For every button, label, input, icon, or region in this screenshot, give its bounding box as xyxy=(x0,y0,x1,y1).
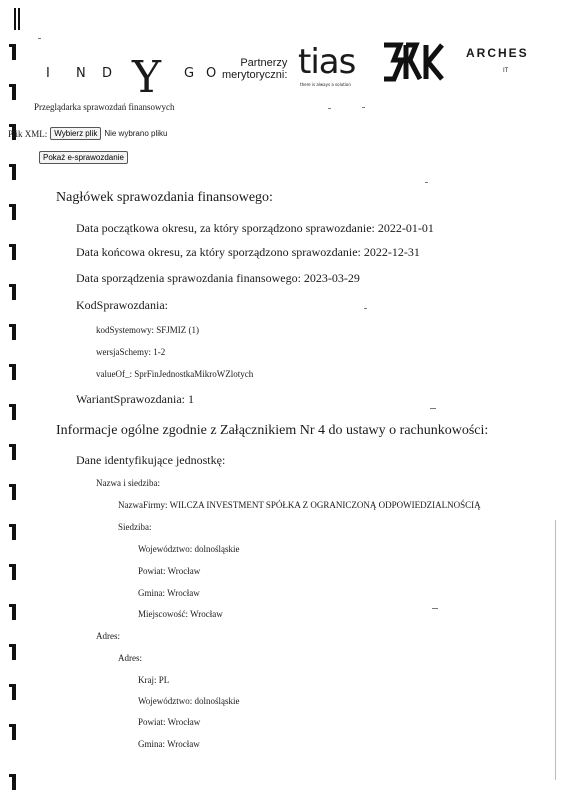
scan-mark xyxy=(12,564,16,580)
seat-wojewodztwo: Województwo: dolnośląskie xyxy=(138,544,240,554)
arches-logo: ARCHES xyxy=(466,46,529,60)
scan-mark xyxy=(12,604,16,620)
seat-powiat: Powiat: Wrocław xyxy=(138,566,201,576)
scan-mark xyxy=(12,774,16,790)
scan-mark xyxy=(12,524,16,540)
general-info-title: Informacje ogólne zgodnie z Załącznikiem Nr 4 do ustawy o rachunkowości: xyxy=(56,423,489,438)
scan-mark xyxy=(12,364,16,380)
scan-mark xyxy=(12,164,16,180)
seat-gmina: Gmina: Wrocław xyxy=(138,588,200,598)
brk-logo-mark xyxy=(382,42,444,82)
scan-mark xyxy=(12,644,16,660)
viewer-title: Przeglądarka sprawozdań finansowych xyxy=(34,102,175,112)
logo-letter: N xyxy=(76,66,86,81)
tias-logo: tias xyxy=(298,42,356,82)
logo-letter: Y xyxy=(132,52,162,103)
logo-letter: I xyxy=(46,66,50,81)
partners-label xyxy=(222,57,287,81)
address-inner-label: Adres: xyxy=(118,653,142,663)
scan-mark xyxy=(12,404,16,420)
company-name: NazwaFirmy: WILCZA INVESTMENT SPÓŁKA Z OGRANICZONĄ ODPOWIEDZIALNOŚCIĄ xyxy=(118,500,481,510)
wariant: WariantSprawozdania: 1 xyxy=(76,392,194,406)
scan-mark xyxy=(12,284,16,300)
header-section-title: Nagłówek sprawozdania finansowego: xyxy=(56,190,273,205)
scan-mark xyxy=(12,444,16,460)
scan-mark xyxy=(12,204,16,220)
file-status: Nie wybrano pliku xyxy=(104,129,168,138)
wersja-schemy: wersjaSchemy: 1-2 xyxy=(96,347,166,357)
scan-mark xyxy=(12,244,16,260)
name-seat-label: Nazwa i siedziba: xyxy=(96,478,160,488)
choose-file-button[interactable]: Wybierz plik xyxy=(50,127,101,140)
address-outer-label: Adres: xyxy=(96,631,120,641)
logo-letter: O xyxy=(206,66,217,81)
brk-logo-text: BRK xyxy=(413,62,416,63)
scan-mark xyxy=(14,8,16,30)
scan-mark xyxy=(12,44,16,60)
partners-label-line: Partnerzy xyxy=(240,57,288,69)
brk-logo xyxy=(382,42,444,87)
scan-mark xyxy=(12,84,16,100)
scan-mark xyxy=(12,484,16,500)
scan-mark xyxy=(12,724,16,740)
seat-label: Siedziba: xyxy=(118,522,152,532)
file-input-label: Plik XML: xyxy=(8,128,48,139)
address-kraj: Kraj: PL xyxy=(138,675,170,685)
period-start: Data początkowa okresu, za który sporządzono sprawozdanie: 2022-01-01 xyxy=(76,221,434,235)
address-gmina: Gmina: Wrocław xyxy=(138,739,200,749)
seat-miejscowosc: Miejscowość: Wrocław xyxy=(138,609,223,619)
value-of: valueOf_: SprFinJednostkaMikroWZlotych xyxy=(96,369,254,379)
logo-letter: G xyxy=(184,66,195,81)
scan-mark xyxy=(12,684,16,700)
show-report-button[interactable]: Pokaż e-sprawozdanie xyxy=(39,151,128,164)
arches-logo-sub: IT xyxy=(503,68,509,74)
address-powiat: Powiat: Wrocław xyxy=(138,717,201,727)
period-end: Data końcowa okresu, za który sporządzono sprawozdanie: 2022-12-31 xyxy=(76,245,420,259)
logo-letter: D xyxy=(102,66,113,81)
tias-tagline: there is always a solution xyxy=(300,82,351,87)
kod-label: KodSprawozdania: xyxy=(76,298,168,312)
identification-label: Dane identyfikujące jednostkę: xyxy=(76,453,226,467)
prepared-date: Data sporządzenia sprawozdania finansowego: 2023-03-29 xyxy=(76,271,360,285)
partners-label-line: merytoryczni: xyxy=(222,69,288,81)
scan-mark xyxy=(12,324,16,340)
address-wojewodztwo: Województwo: dolnośląskie xyxy=(138,696,240,706)
file-input-row xyxy=(8,127,167,140)
kod-systemowy: kodSystemowy: SFJMIZ (1) xyxy=(96,325,200,335)
